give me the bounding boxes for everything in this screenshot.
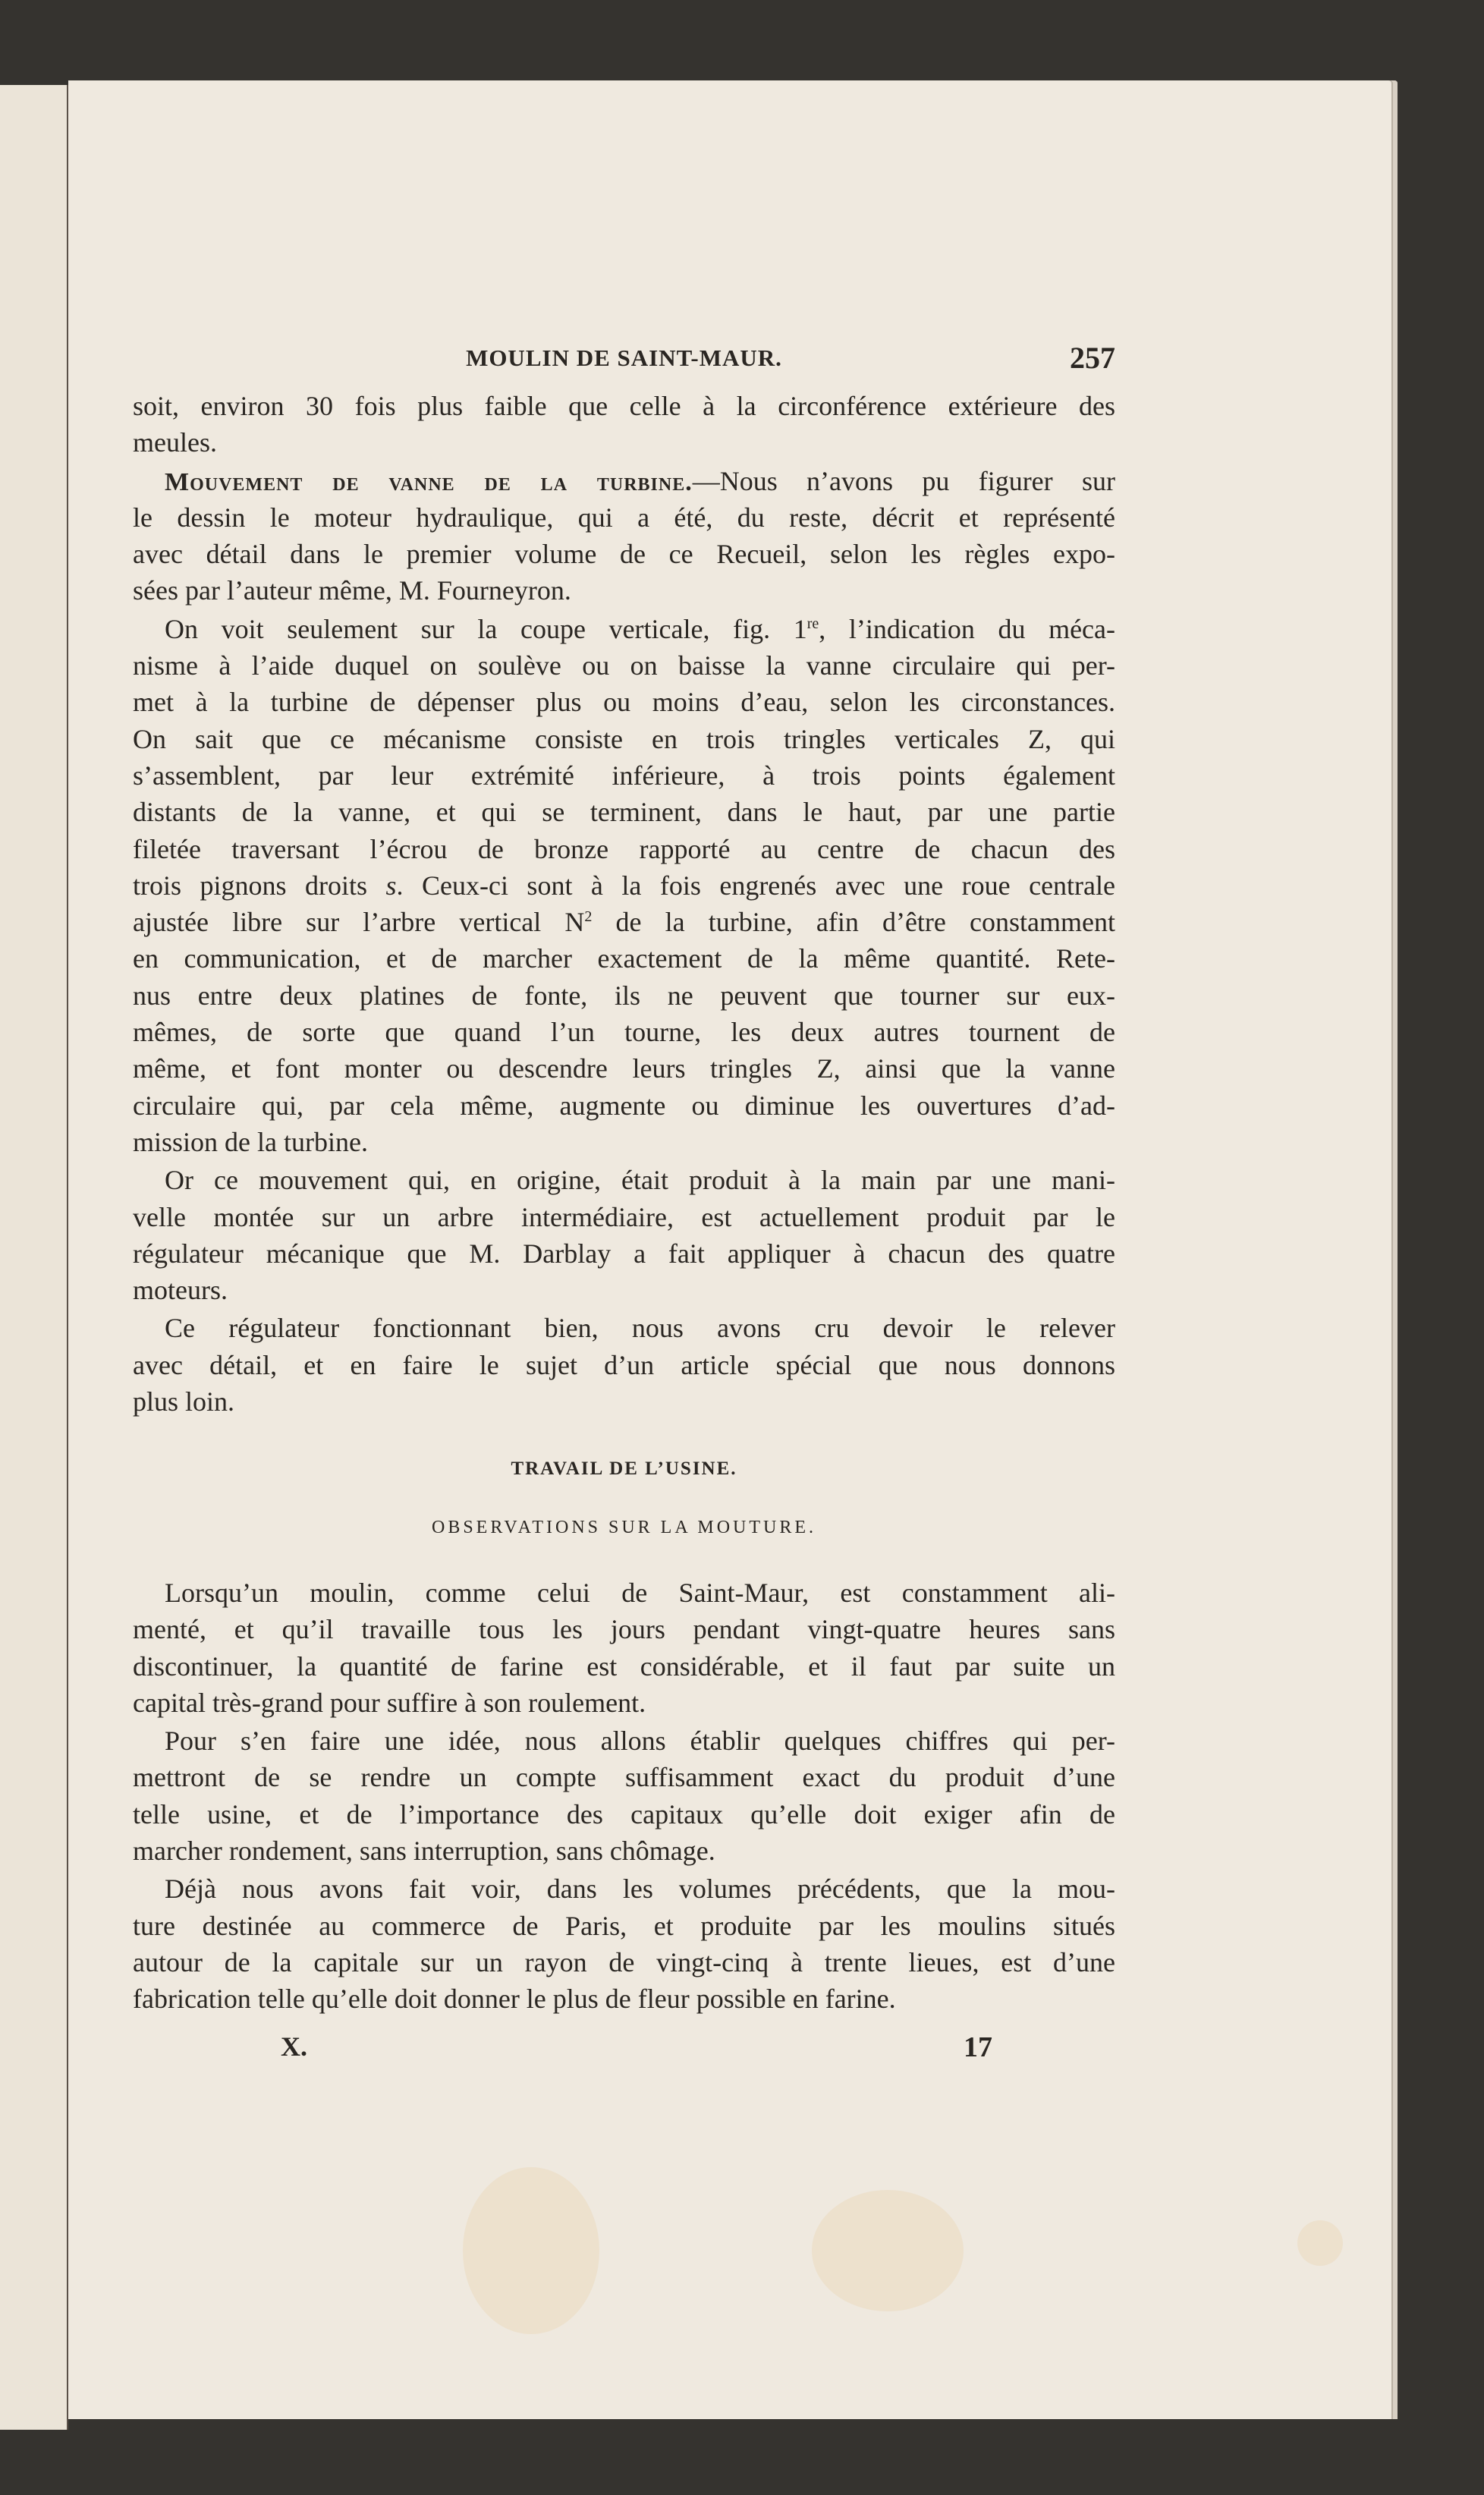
paragraph bbox=[133, 1162, 1115, 1308]
paragraph bbox=[133, 1575, 1115, 1721]
text-line: ture destinée au commerce de Paris, et produite par les moulins situés bbox=[133, 1910, 1115, 1941]
text-line: Déjà nous avons fait voir, dans les volumes précédents, que la mou- bbox=[165, 1874, 1115, 1905]
paragraph bbox=[133, 1870, 1115, 2017]
subsection-heading: OBSERVATIONS SUR LA MOUTURE. bbox=[431, 1518, 817, 1537]
text-line: plus loin. bbox=[133, 1386, 235, 1417]
foxing-stain bbox=[1297, 2220, 1343, 2266]
paragraph bbox=[133, 1723, 1115, 1869]
section-heading: TRAVAIL DE L’USINE. bbox=[511, 1458, 737, 1479]
paragraph bbox=[133, 1310, 1115, 1420]
italic-letter: s bbox=[385, 870, 397, 901]
text-line: discontinuer, la quantité de farine est considérable, et il faut par suite un bbox=[133, 1650, 1115, 1682]
text-line: mêmes, de sorte que quand l’un tourne, les deux autres tournent de bbox=[133, 1017, 1115, 1048]
text-line: régulateur mécanique que M. Darblay a fait appliquer à chacun des quatre bbox=[133, 1238, 1115, 1269]
text-line: mettront de se rendre un compte suffisamment exact du produit d’une bbox=[133, 1762, 1115, 1793]
text-run: trois pignons droits bbox=[133, 870, 386, 901]
text-line: fabrication telle qu’elle doit donner le plus de fleur possible en farine. bbox=[133, 1984, 896, 2015]
paragraph bbox=[133, 388, 1115, 461]
text-line bbox=[133, 611, 1115, 647]
paragraph bbox=[133, 463, 1115, 609]
text-run: On voit seulement sur la coupe verticale, fig. 1 bbox=[165, 613, 807, 644]
text-run: de la turbine, afin d’être constamment bbox=[592, 907, 1115, 938]
foxing-stain bbox=[463, 2167, 599, 2334]
text-run: —Nous n’avons pu figurer sur bbox=[692, 465, 1115, 496]
text-line: en communication, et de marcher exactement de la même quantité. Rete- bbox=[133, 943, 1115, 974]
text-line: s’assemblent, par leur extrémité inférieure, à trois points également bbox=[133, 760, 1115, 791]
text-run: ajustée libre sur l’arbre vertical N bbox=[133, 907, 585, 938]
text-line: avec détail, et en faire le sujet d’un article spécial que nous donnons bbox=[133, 1349, 1115, 1380]
text-line bbox=[133, 867, 1115, 904]
text-line: même, et font monter ou descendre leurs tringles Z, ainsi que la vanne bbox=[133, 1053, 1115, 1084]
superscript: re bbox=[806, 615, 819, 632]
text-line: Ce régulateur fonctionnant bien, nous avons cru devoir le relever bbox=[165, 1313, 1115, 1344]
run-in-heading: Mouvement de vanne de la turbine. bbox=[165, 467, 693, 496]
page-number: 257 bbox=[1070, 341, 1115, 375]
text-line: met à la turbine de dépenser plus ou moins d’eau, selon les circonstances. bbox=[133, 687, 1115, 718]
running-head bbox=[133, 340, 1115, 378]
text-line: avec détail dans le premier volume de ce Recueil, selon les règles expo- bbox=[133, 539, 1115, 570]
text-line: sées par l’auteur même, M. Fourneyron. bbox=[133, 575, 571, 606]
section-1-text bbox=[133, 388, 1115, 1421]
paragraph bbox=[133, 611, 1115, 1160]
text-line: moteurs. bbox=[133, 1275, 228, 1306]
text-run: . Ceux-ci sont à la fois engrenés avec une roue centrale bbox=[396, 870, 1116, 901]
text-line bbox=[133, 904, 1115, 940]
text-line: le dessin le moteur hydraulique, qui a été, du reste, décrit et représenté bbox=[133, 502, 1115, 533]
text-line: distants de la vanne, et qui se terminent, dans le haut, par une partie bbox=[133, 797, 1115, 828]
signature-mark: 17 bbox=[964, 2031, 992, 2063]
running-head-title: MOULIN DE SAINT-MAUR. bbox=[466, 345, 782, 371]
text-line: On sait que ce mécanisme consiste en trois tringles verticales Z, qui bbox=[133, 723, 1115, 754]
text-line: nisme à l’aide duquel on soulève ou on baisse la vanne circulaire qui per- bbox=[133, 650, 1115, 681]
text-line: menté, et qu’il travaille tous les jours pendant vingt-quatre heures sans bbox=[133, 1614, 1115, 1645]
text-line: velle montée sur un arbre intermédiaire, est actuellement produit par le bbox=[133, 1201, 1115, 1232]
text-line: mission de la turbine. bbox=[133, 1126, 368, 1157]
text-line: autour de la capitale sur un rayon de vingt-cinq à trente lieues, est d’une bbox=[133, 1946, 1115, 1977]
foxing-stain bbox=[812, 2190, 964, 2311]
text-line: Pour s’en faire une idée, nous allons établir quelques chiffres qui per- bbox=[165, 1726, 1115, 1757]
text-line: nus entre deux platines de fonte, ils ne peuvent que tourner sur eux- bbox=[133, 980, 1115, 1011]
text-line: marcher rondement, sans interruption, sans chômage. bbox=[133, 1836, 715, 1867]
superscript: 2 bbox=[584, 908, 593, 926]
volume-mark: X. bbox=[281, 2031, 307, 2062]
text-line: meules. bbox=[133, 427, 217, 458]
text-line: capital très-grand pour suffire à son roulement. bbox=[133, 1687, 646, 1718]
text-line: filetée traversant l’écrou de bronze rapporté au centre de chacun des bbox=[133, 833, 1115, 864]
text-line: Or ce mouvement qui, en origine, était produit à la main par une mani- bbox=[165, 1165, 1115, 1196]
facing-page-edge bbox=[0, 85, 68, 2430]
text-line: Lorsqu’un moulin, comme celui de Saint-Maur, est constamment ali- bbox=[165, 1578, 1115, 1608]
section-2-text bbox=[133, 1575, 1115, 2019]
text-line: circulaire qui, par cela même, augmente ou diminue les ouvertures d’ad- bbox=[133, 1090, 1115, 1121]
text-line: telle usine, et de l’importance des capitaux qu’elle doit exiger afin de bbox=[133, 1798, 1115, 1830]
text-line: soit, environ 30 fois plus faible que celle à la circonférence extérieure des bbox=[133, 391, 1115, 421]
text-run: , l’indication du méca- bbox=[819, 613, 1115, 644]
text-line bbox=[133, 463, 1115, 499]
